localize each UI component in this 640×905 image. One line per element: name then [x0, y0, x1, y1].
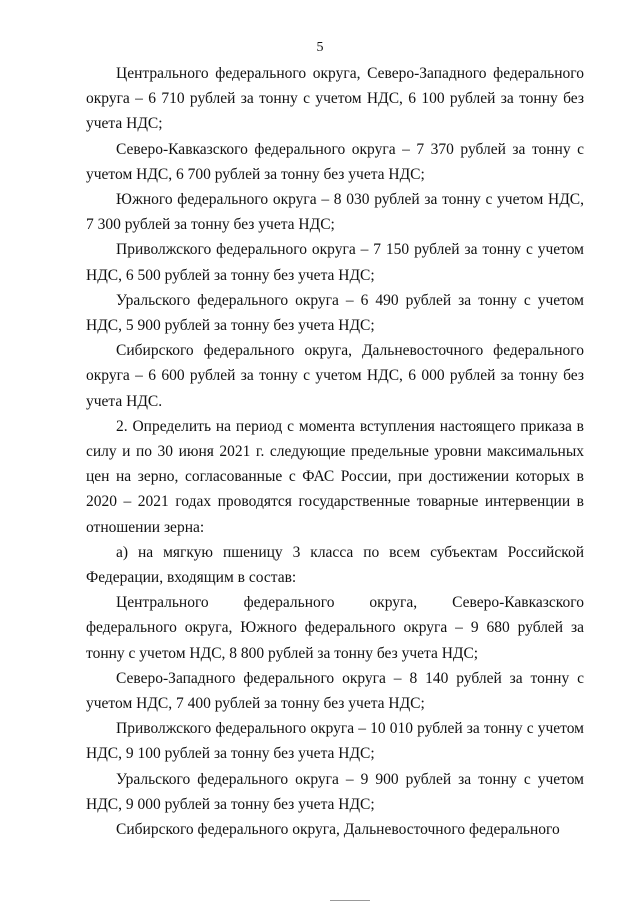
paragraph-clause-2a: а) на мягкую пшеницу 3 класса по всем субъектам Российской Федерации, входящим в состав:: [86, 543, 584, 587]
paragraph-north-caucasus: Северо-Кавказского федерального округа – 7 370 рублей за тонну с учетом НДС, 6 700 рублей за тонну без учета НДС;: [86, 140, 584, 183]
paragraph-siberian-far-east: Сибирского федерального округа, Дальневосточного федерального округа – 6 600 рублей за тонну с учетом НДС, 6 000 рублей за тонну без учета НДС.: [86, 342, 584, 410]
paragraph-siberian-far-east-2: Сибирского федерального округа, Дальневосточного федерального: [116, 821, 560, 839]
paragraph-volga: Приволжского федерального округа – 7 150 рублей за тонну с учетом НДС, 6 500 рублей за тонну без учета НДС;: [86, 241, 584, 284]
paragraph-volga-2: Приволжского федерального округа – 10 010 рублей за тонну с учетом НДС, 9 100 рублей за тонну без учета НДС;: [86, 720, 584, 763]
paragraph-central-northwest: Центрального федерального округа, Северо-Западного федерального округа – 6 710 рублей за тонну с учетом НДС, 6 100 рублей за тонну без учета НДС;: [86, 65, 584, 133]
paragraph-clause-2: 2. Определить на период с момента вступления настоящего приказа в силу и по 30 июня 2021 г. следующие предельные уровни максимальных цен на зерно, согласованные с ФАС России, при достижении которых в 2020 – 2021 годах проводятся государственные товарные интервенции в отношении зерна:: [86, 417, 584, 536]
scan-edge-mark: [330, 900, 370, 901]
paragraph-northwest: Северо-Западного федерального округа – 8 140 рублей за тонну с учетом НДС, 7 400 рублей за тонну без учета НДС;: [86, 669, 584, 713]
document-body: [86, 61, 584, 842]
paragraph-central-caucasus-southern: Центрального федерального округа, Северо-Кавказского федерального округа, Южного федерального округа – 9 680 рублей за тонну с учетом НДС, 8 800 рублей за тонну без учета НДС;: [86, 594, 584, 662]
paragraph-ural: Уральского федерального округа – 6 490 рублей за тонну с учетом НДС, 5 900 рублей за тонну без учета НДС;: [86, 291, 584, 335]
page-number: 5: [316, 40, 324, 55]
paragraph-southern: Южного федерального округа – 8 030 рублей за тонну с учетом НДС, 7 300 рублей за тонну без учета НДС;: [86, 191, 584, 234]
paragraph-ural-2: Уральского федерального округа – 9 900 рублей за тонну с учетом НДС, 9 000 рублей за тонну без учета НДС;: [86, 770, 584, 813]
